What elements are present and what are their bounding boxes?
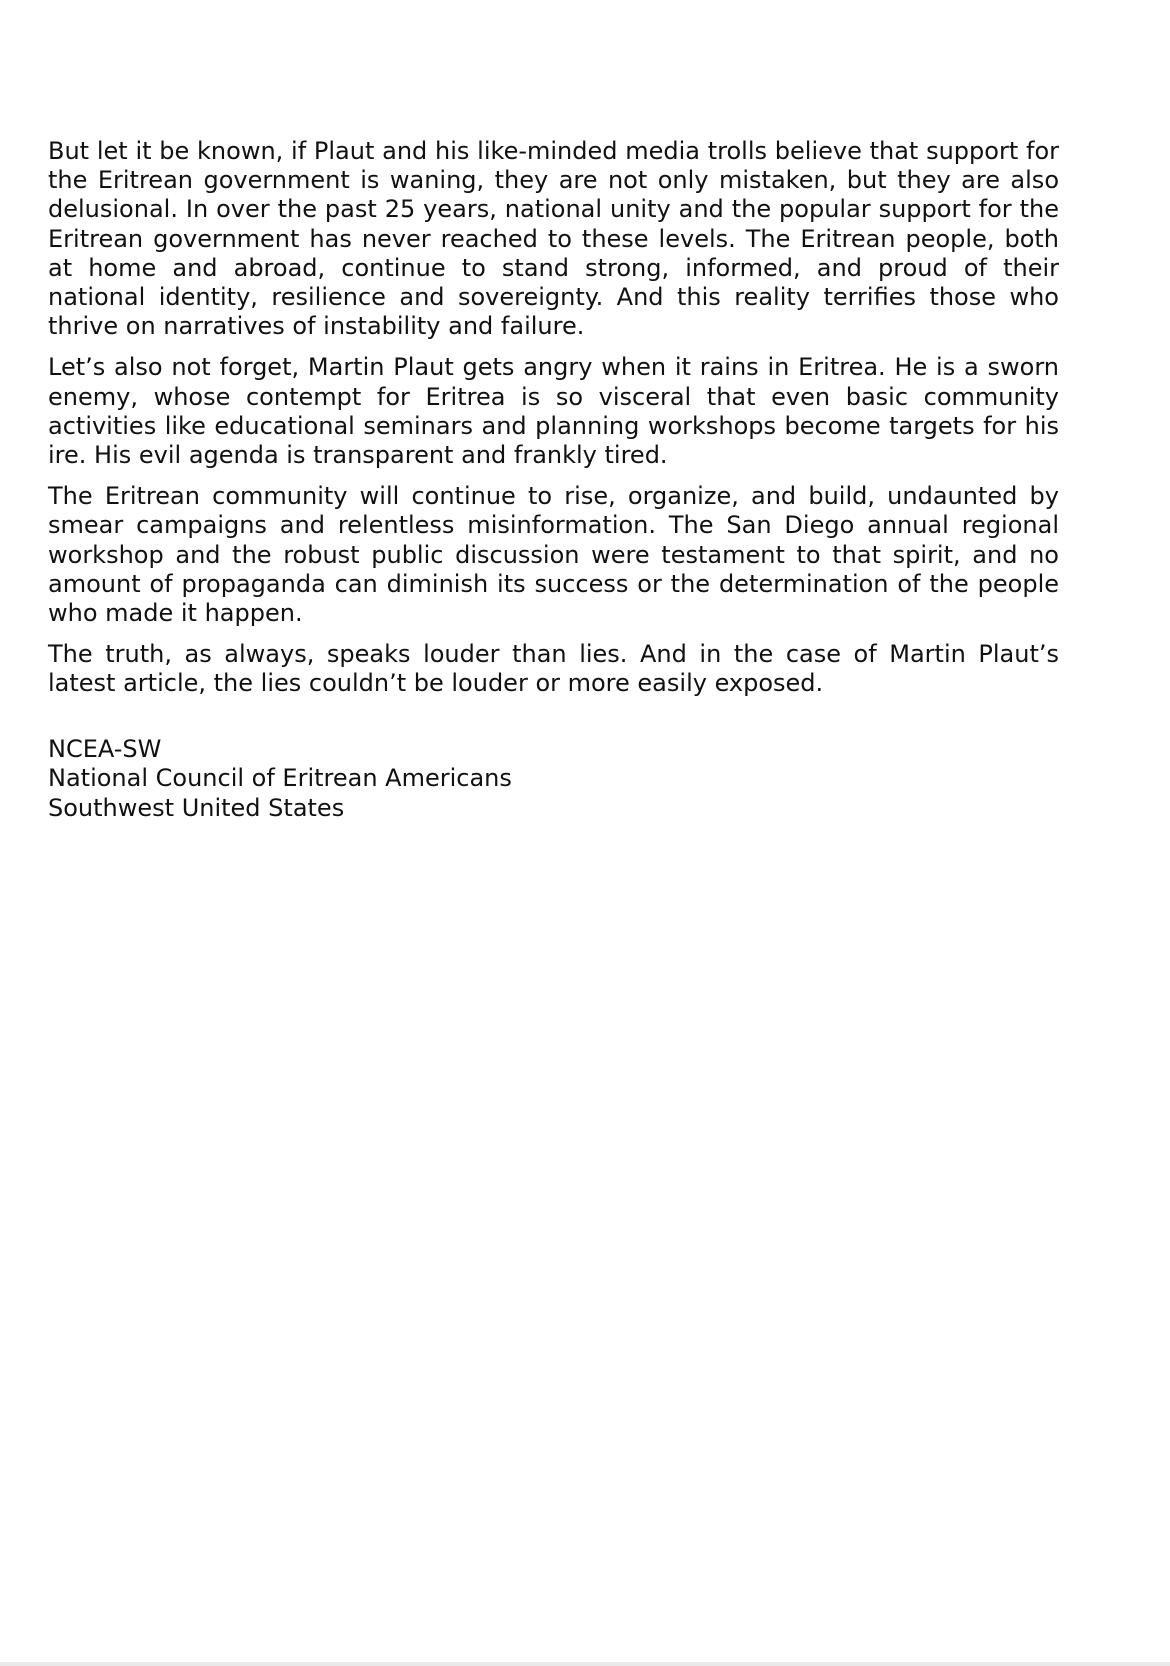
page-bottom-edge [0,1662,1170,1666]
paragraph-community-will-rise: The Eritrean community will continue to rise, organize, and build, undaunted by smear campaigns and relentless misinformation. The San Diego annual regional workshop and the robust public discussion were testament to that spirit, and no amount of propaganda can diminish its success or the determination of the people who made it happen. [48,482,1059,628]
signature-block [48,735,1059,824]
signature-organization: National Council of Eritrean Americans [48,764,512,793]
signature-region: Southwest United States [48,793,345,822]
signature-abbreviation: NCEA-SW [48,734,162,763]
paragraph-support-for-government: But let it be known, if Plaut and his like-minded media trolls believe that support for the Eritrean government is waning, they are not only mistaken, but they are also delusional. In over the past 25 years, national unity and the popular support for the Eritrean government has never reached to these levels. The Eritrean people, both at home and abroad, continue to stand strong, informed, and proud of their national identity, resilience and sovereignty. And this reality terrifies those who thrive on narratives of instability and failure. [48,137,1059,341]
paragraph-truth-louder-than-lies: The truth, as always, speaks louder than lies. And in the case of Martin Plaut’s latest article, the lies couldn’t be louder or more easily exposed. [48,640,1059,698]
paragraph-martin-plaut-contempt: Let’s also not forget, Martin Plaut gets angry when it rains in Eritrea. He is a sworn enemy, whose contempt for Eritrea is so visceral that even basic community activities like educational seminars and planning workshops become targets for his ire. His evil agenda is transparent and frankly tired. [48,353,1059,470]
document-body [48,137,1059,823]
